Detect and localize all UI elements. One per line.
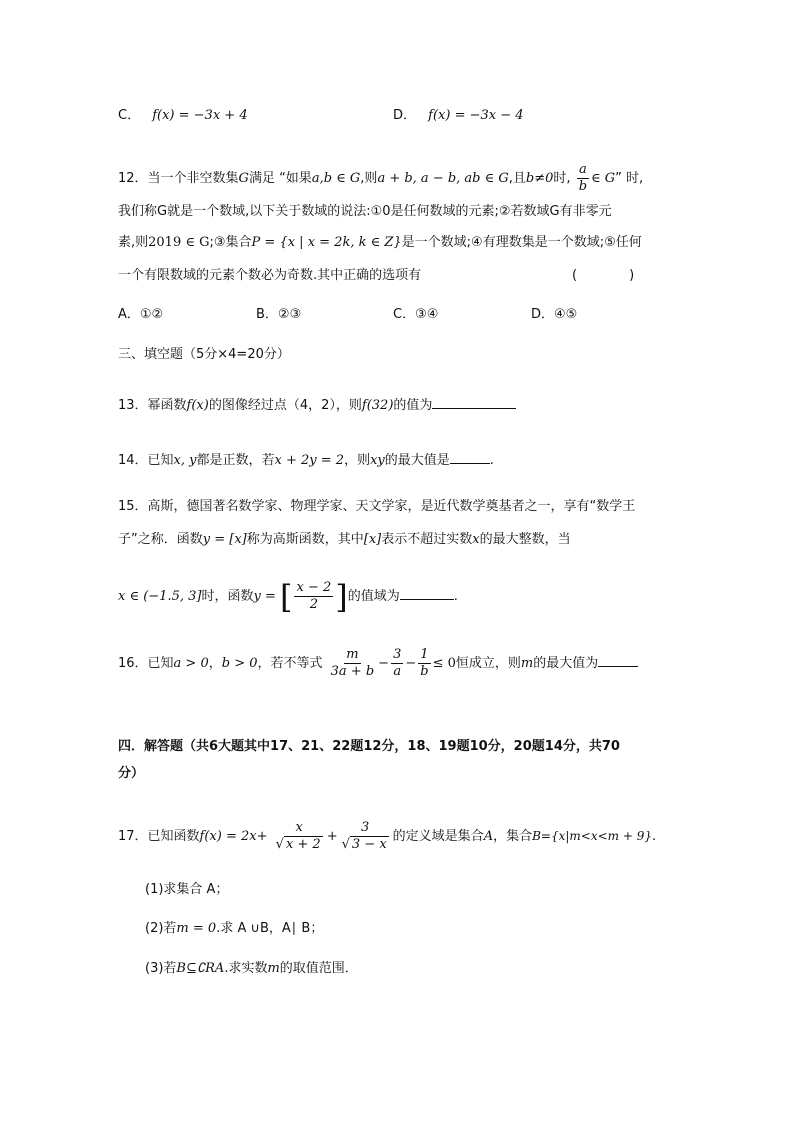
text: .: [652, 829, 657, 844]
text: ，: [208, 656, 222, 671]
math: m: [267, 961, 280, 976]
math: B={x|m<x<m + 9}: [532, 829, 652, 843]
math: a > 0: [173, 656, 209, 671]
text: ，则: [344, 453, 371, 468]
math: m: [520, 656, 534, 671]
option-label: D．: [393, 108, 417, 123]
q17-part-1: (1)求集合 A；: [145, 882, 229, 897]
section-heading-fill-in: 三、填空题（5分×4=20分）: [118, 347, 290, 362]
q11-option-d: [393, 106, 524, 126]
option-expr: f(x) = −3x − 4: [428, 108, 524, 123]
text: 是一个数域;④有理数集是一个数域;⑤任何: [401, 235, 642, 250]
text: 素,则: [118, 235, 149, 250]
text: 的最大整数，当: [479, 532, 571, 547]
answer-blank[interactable]: [598, 652, 638, 667]
numerator: a: [578, 162, 587, 177]
text: (3)若: [145, 961, 177, 976]
text: 恒成立，则: [455, 656, 521, 671]
fraction: [577, 162, 589, 195]
text: 的图像经过点（4，2），则: [208, 398, 362, 413]
text: ;③集合: [209, 235, 252, 250]
math: P = {x | x = 2k, k ∈ Z}: [251, 235, 402, 250]
numerator: 3: [393, 647, 402, 662]
math: −: [405, 656, 417, 671]
text: 称为高斯函数，其中: [246, 532, 364, 547]
radicand: 3 − x: [351, 837, 387, 852]
text: 的定义域是集合: [392, 829, 484, 844]
math: xy: [370, 453, 385, 468]
text: .求实数: [224, 961, 268, 976]
math: b≠0: [525, 171, 554, 186]
numerator: 1: [420, 647, 429, 662]
answer-blank[interactable]: [450, 449, 490, 464]
math: [x]: [363, 532, 382, 547]
math: y =: [253, 589, 276, 604]
text: 的值为: [393, 398, 433, 413]
fraction: [418, 647, 430, 680]
q12-line-3: [118, 233, 642, 253]
numerator: 3: [361, 820, 370, 835]
math: f(x): [186, 398, 209, 413]
denominator: a: [393, 664, 402, 679]
q16: [118, 647, 638, 680]
text: ” 时,: [615, 171, 644, 186]
fraction: [329, 647, 377, 680]
text: 子”之称．函数: [118, 532, 203, 547]
math: x ∈ (−1.5, 3]: [118, 589, 202, 604]
math: a,b ∈ G: [311, 171, 361, 186]
section-heading-answer-questions-cont: 分）: [118, 766, 145, 781]
q12-line-2: 我们称G就是一个数域,以下关于数域的说法:①0是任何数域的元素;②若数域G有非零元: [118, 204, 612, 219]
math: x, y: [173, 453, 197, 468]
q13: [118, 394, 516, 416]
math: 2019 ∈ G: [148, 235, 210, 250]
text: 14．已知: [118, 453, 174, 468]
text: .: [453, 589, 458, 604]
text: 时，函数: [201, 589, 254, 604]
text: 16．已知: [118, 656, 174, 671]
numerator: x: [295, 820, 303, 835]
answer-blank[interactable]: [400, 585, 454, 600]
q17-stem: [118, 820, 656, 853]
text: 的取值范围．: [279, 961, 358, 976]
answer-blank[interactable]: [432, 394, 516, 409]
text: (2)若: [145, 921, 177, 936]
numerator: m: [346, 647, 359, 662]
text: 满足 “如果: [248, 171, 312, 186]
denominator: 3a + b: [330, 664, 375, 679]
text: 的最大值为: [533, 656, 599, 671]
q14: [118, 449, 494, 471]
math: ≤ 0: [432, 656, 456, 671]
q17-part-2: [145, 919, 323, 939]
math: A: [483, 829, 494, 844]
text: ,且: [508, 171, 526, 186]
text: ，若不等式: [257, 656, 323, 671]
fraction: [294, 580, 333, 613]
fraction: [340, 820, 391, 853]
text: ，集合: [493, 829, 533, 844]
fraction: [274, 820, 325, 853]
text: 17．已知函数: [118, 829, 200, 844]
q15-line-1: 15．高斯，德国著名数学家、物理学家、天文学家，是近代数学奠基者之一，享有“数学王: [118, 499, 636, 514]
denominator: b: [578, 179, 588, 194]
math: x: [472, 532, 480, 547]
q15-line-2: [118, 530, 571, 550]
numerator: x − 2: [296, 580, 332, 595]
math: y = [x]: [202, 532, 247, 547]
fraction: [391, 647, 403, 680]
math: B⊆∁RA: [176, 961, 225, 976]
text: 时,: [553, 171, 571, 186]
math: +: [326, 829, 338, 844]
math: f(32): [361, 398, 394, 413]
text: 的最大值是: [384, 453, 450, 468]
q15-line-3: [118, 577, 458, 616]
sqrt-sign: √: [275, 837, 284, 852]
text: 13．幂函数: [118, 398, 187, 413]
text: ,则: [360, 171, 378, 186]
floor-bracket: [280, 577, 348, 616]
math: x + 2y = 2: [274, 453, 345, 468]
q12-line-4: 一个有限数域的元素个数必为奇数.其中正确的选项有: [118, 268, 422, 283]
text: 的值域为: [347, 589, 400, 604]
text: .求 A ∪B，A∣ B；: [216, 921, 324, 936]
math: f(x) = 2x+: [199, 829, 268, 844]
denominator: 2: [309, 597, 318, 612]
q12-option-c: C．③④: [393, 307, 439, 322]
bracket-right: ]: [335, 577, 348, 616]
q12-option-d: D．④⑤: [531, 307, 578, 322]
q12-option-b: B．②③: [256, 307, 302, 322]
math: ∈ G: [591, 171, 616, 186]
math: m = 0: [176, 921, 217, 936]
sqrt-sign: √: [341, 837, 350, 852]
math: G: [238, 171, 249, 186]
q12-line-1: [118, 162, 643, 195]
text: 表示不超过实数: [381, 532, 473, 547]
math: a + b, a − b, ab ∈ G: [377, 171, 509, 186]
text: 都是正数，若: [196, 453, 275, 468]
q17-part-3: [145, 959, 358, 979]
text: 12．当一个非空数集: [118, 171, 239, 186]
bracket-left: [: [280, 577, 293, 616]
text: .: [489, 453, 494, 468]
math: b > 0: [221, 656, 258, 671]
radicand: x + 2: [285, 837, 321, 852]
denominator: b: [420, 664, 429, 679]
answer-paren: ( ): [572, 268, 635, 283]
option-expr: f(x) = −3x + 4: [152, 108, 248, 123]
option-label: C．: [118, 108, 141, 123]
q12-option-a: A．①②: [118, 307, 164, 322]
math: −: [378, 656, 390, 671]
section-heading-answer-questions: 四．解答题（共6大题其中17、21、22题12分，18、19题10分，20题14分，共70: [118, 739, 620, 754]
q11-option-c: [118, 106, 248, 126]
